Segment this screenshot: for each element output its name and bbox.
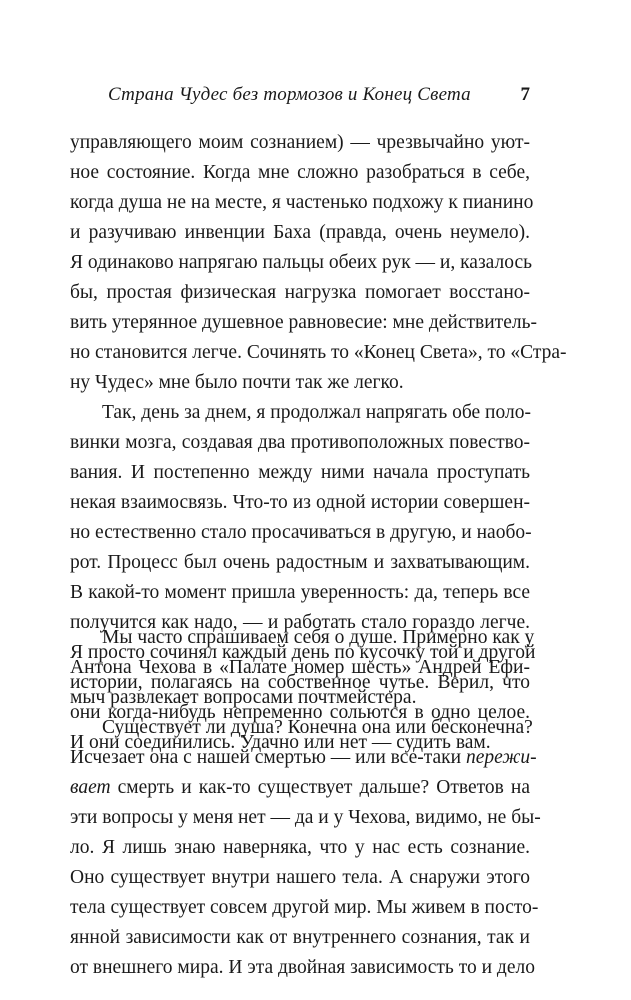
text-block-2 <box>70 623 541 983</box>
text-line: управляющего моим сознанием) — чрезвычайно уют- <box>70 132 530 153</box>
text-line <box>70 773 530 803</box>
text-line: бы, простая физическая нагрузка помогает восстано- <box>70 282 530 303</box>
text-line: получится как надо, — и работать стало гораздо легче. <box>70 612 530 633</box>
text-line: Антона Чехова в «Палате номер шесть» Андрей Ефи- <box>70 657 530 678</box>
italic-emphasis: пережи- <box>465 747 537 768</box>
text-line <box>70 743 537 773</box>
text-line: рот. Процесс был очень радостным и захватывающим. <box>70 552 530 573</box>
text-line: Я просто сочинял каждый день по кусочку той и другой <box>70 642 536 663</box>
text-line: вания. И постепенно между ними начала проступать <box>70 462 530 483</box>
text-line: истории, полагаясь на собственное чутье. Верил, что <box>70 672 530 693</box>
text-line: винки мозга, создавая два противоположных повество- <box>70 432 530 453</box>
page-number: 7 <box>520 84 530 105</box>
text-segment: Исчезает она с нашей смертью — или все-таки <box>70 747 466 768</box>
text-line: когда душа не на месте, я частенько подхожу к пианино <box>70 192 534 213</box>
text-segment: смерть и как-то существует дальше? Ответов на <box>110 777 530 798</box>
text-line: И они соединились. Удачно или нет — судить вам. <box>70 732 491 753</box>
text-line: ло. Я лишь знаю наверняка, что у нас есть сознание. <box>70 837 530 858</box>
text-line: вить утерянное душевное равновесие: мне действитель- <box>70 312 537 333</box>
text-line: и разучиваю инвенции Баха (правда, очень неумело). <box>70 222 530 243</box>
text-line: Существует ли душа? Конечна она или бесконечна? <box>102 717 533 738</box>
text-line: они когда-нибудь непременно сольются в одно целое. <box>70 702 530 723</box>
text-line: эти вопросы у меня нет — да и у Чехова, видимо, не бы- <box>70 807 541 828</box>
text-line: но становится легче. Сочинять то «Конец Света», то «Стра- <box>70 342 567 363</box>
text-line: мыч развлекает вопросами почтмейстера. <box>70 687 417 708</box>
text-line: ну Чудес» мне было почти так же легко. <box>70 372 404 393</box>
text-line: Так, день за днем, я продолжал напрягать обе поло- <box>102 402 531 423</box>
text-line: В какой-то момент пришла уверенность: да, теперь все <box>70 582 530 603</box>
text-line: янной зависимости как от внутреннего сознания, так и <box>70 927 530 948</box>
text-line: тела существует совсем другой мир. Мы живем в посто- <box>70 897 539 918</box>
text-line: Оно существует внутри нашего тела. А снаружи этого <box>70 867 530 888</box>
page-header <box>108 84 530 114</box>
text-line: но естественно стало просачиваться в другую, и наобо- <box>70 522 532 543</box>
text-line: от внешнего мира. И эта двойная зависимость то и дело <box>70 957 535 978</box>
text-line: некая взаимосвязь. Что-то из одной истории совершен- <box>70 492 530 513</box>
text-line: Я одинаково напрягаю пальцы обеих рук — и, казалось <box>70 252 532 273</box>
text-line: ное состояние. Когда мне сложно разобраться в себе, <box>70 162 530 183</box>
text-line: Мы часто спрашиваем себя о душе. Примерно как у <box>102 627 535 648</box>
running-title: Страна Чудес без тормозов и Конец Света <box>108 84 471 105</box>
italic-emphasis: вает <box>70 777 111 798</box>
